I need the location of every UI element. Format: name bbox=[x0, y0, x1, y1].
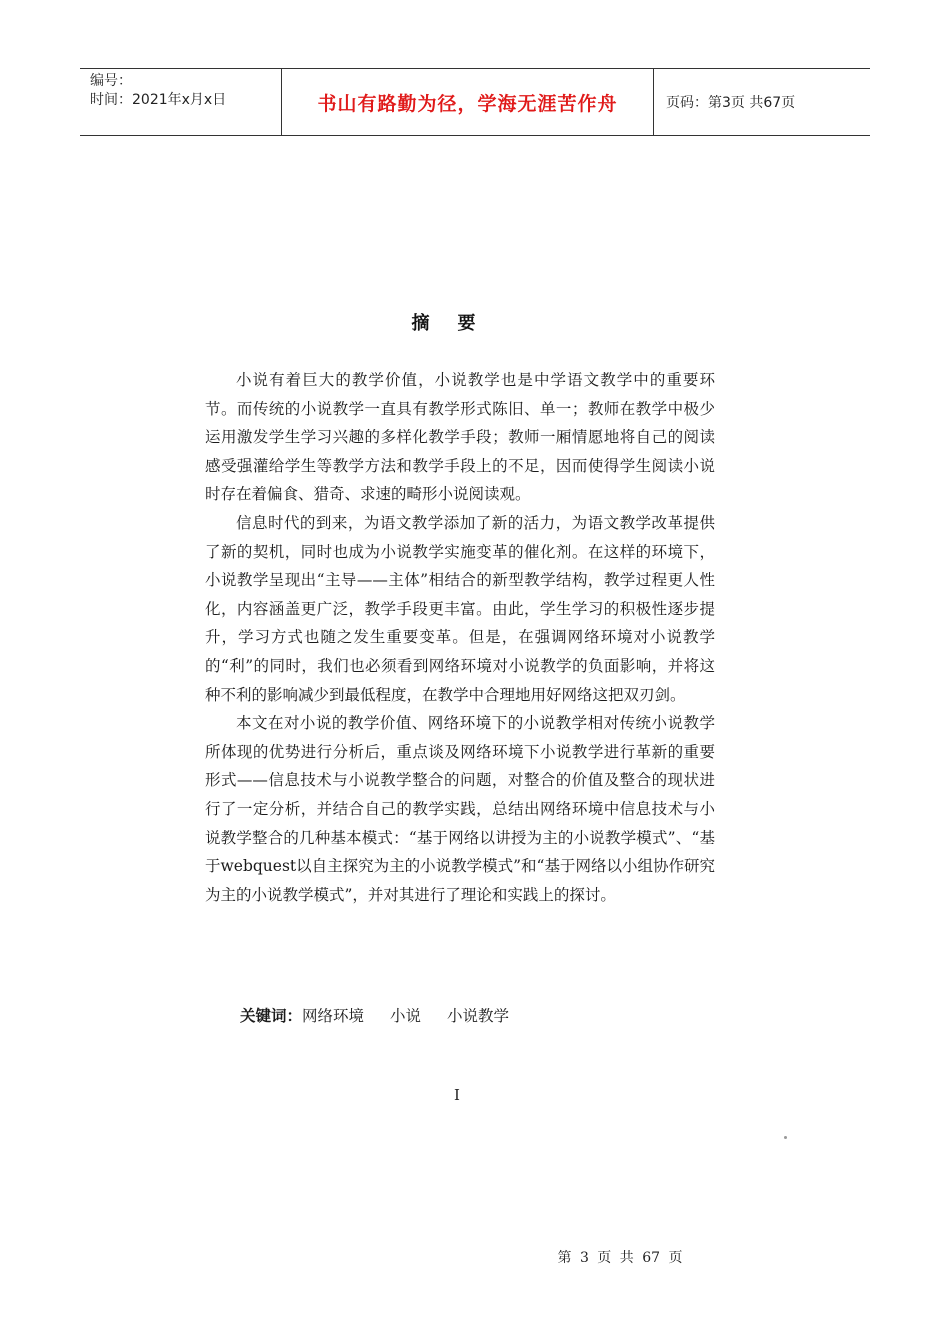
header-time-label: 时间：2021年x月x日 bbox=[90, 92, 227, 108]
abstract-paragraph-3: 本文在对小说的教学价值、网络环境下的小说教学相对传统小说教学所体现的优势进行分析后，重点谈及网络环境下小说教学进行革新的重要形式——信息技术与小说教学整合的问题，对整合的价值及整合的现状进行了一定分析，并结合自己的教学实践，总结出网络环境中信息技术与小说教学整合的几种基本模式：“基于网络以讲授为主的小说教学模式”、“基于webquest以自主探究为主的小说教学模式”和“基于网络以小组协作研究为主的小说教学模式”，并对其进行了理论和实践上的探讨。 bbox=[205, 714, 715, 904]
keywords-label: 关键词： bbox=[240, 1007, 303, 1025]
abstract-paragraph-2: 信息时代的到来，为语文教学添加了新的活力，为语文教学改革提供了新的契机，同时也成为小说教学实施变革的催化剂。在这样的环境下，小说教学呈现出“主导——主体”相结合的新型教学结构，教学过程更人性化，内容涵盖更广泛，教学手段更丰富。由此，学生学习的积极性逐步提升，学习方式也随之发生重要变革。但是，在强调网络环境对小说教学的“利”的同时，我们也必须看到网络环境对小说教学的负面影响，并将这种不利的影响减少到最低程度，在教学中合理地用好网络这把双刃剑。 bbox=[205, 513, 715, 704]
abstract-paragraph-1: 小说有着巨大的教学价值，小说教学也是中学语文教学中的重要环节。而传统的小说教学一直具有教学形式陈旧、单一；教师在教学中极少运用激发学生学习兴趣的多样化教学手段；教师一厢情愿地将自己的阅读感受强灌给学生等教学方法和教学手段上的不足，因而使得学生阅读小说时存在着偏食、猎奇、求速的畸形小说阅读观。 bbox=[205, 371, 715, 504]
keyword-item: 小说教学 bbox=[447, 1007, 510, 1025]
header-motto: 书山有路勤为径，学海无涯苦作舟 bbox=[282, 69, 654, 135]
abstract-body bbox=[205, 366, 715, 909]
scan-speck bbox=[784, 1136, 787, 1139]
abstract-title: 摘要 bbox=[411, 313, 504, 334]
header-meta bbox=[80, 69, 282, 135]
keywords-line bbox=[240, 1004, 535, 1026]
keyword-item: 小说 bbox=[390, 1007, 422, 1025]
roman-page-number: I bbox=[454, 1086, 460, 1104]
header-number-label: 编号： bbox=[90, 73, 132, 89]
keyword-item: 网络环境 bbox=[302, 1007, 365, 1025]
document-header bbox=[80, 68, 870, 136]
page-footer: 第 3 页 共 67 页 bbox=[557, 1250, 683, 1266]
header-page-code: 页码：第3页 共67页 bbox=[666, 95, 796, 111]
